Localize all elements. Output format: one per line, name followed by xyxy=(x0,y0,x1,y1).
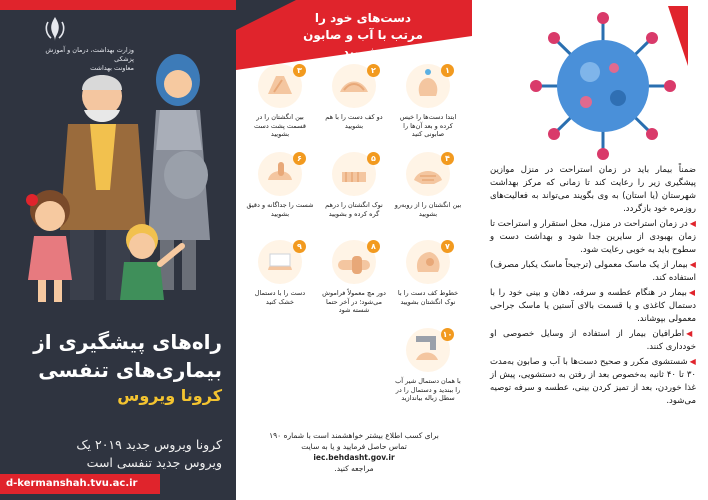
coronavirus-illustration xyxy=(518,6,688,166)
handwash-title: دست‌های خود را مرتب با آب و صابون بشویید xyxy=(303,11,423,59)
top-stripe xyxy=(0,0,236,10)
bullet-icon: ◀ xyxy=(689,357,696,366)
advice-panel xyxy=(472,0,708,500)
contact-info: برای کسب اطلاع بیشتر خواهشمند است با شماره ۱۹۰ تماس حاصل فرمایید و یا به سایت iec.behdasht.gov.ir مراجعه کنید. xyxy=(254,430,454,474)
advice-paragraph: ضمناً بیمار باید در زمان استراحت در منزل موازین پیشگیری زیر را رعایت کند تا زمانی که مرکز بهداشت شهرستان (یا استان) به وی بگویند می‌تواند به فعالیت‌های روزمره خود بازگردد. xyxy=(490,165,696,214)
bullet-icon: ◀ xyxy=(686,329,696,338)
bullet-icon: ◀ xyxy=(689,260,696,269)
advice-paragraph: ◀بیمار در هنگام عطسه و سرفه، دهان و بینی خود را با دستمال کاغذی و یا قسمت بالای آستین یا ماسک جراحی معمولی بپوشاند. xyxy=(490,288,696,324)
handwash-panel xyxy=(236,0,472,500)
health-site-link[interactable]: iec.behdasht.gov.ir xyxy=(313,453,395,462)
cover-subtitle: کرونا ویروس جدید ۲۰۱۹ یک ویروس جدید تنفسی است xyxy=(76,437,222,470)
advice-paragraph: ◀بیمار از یک ماسک معمولی (ترجیحاً ماسک یکبار مصرف) استفاده کند. xyxy=(490,260,696,283)
cover-title xyxy=(12,328,222,408)
step-5: ۵ نوک انگشتان را درهم گره کرده و بشویید xyxy=(320,150,388,218)
cover-panel xyxy=(0,0,236,500)
step-8: ۸ دور مچ معمولاً فراموش می‌شود؛ در آخر حتما شسته شود xyxy=(320,238,388,315)
step-6: ۶ شست را جداگانه و دقیق بشویید xyxy=(246,150,314,218)
step-7: ۷ خطوط کف دست را با نوک انگشتان بشویید xyxy=(394,238,462,306)
step-9: ۹ دست را با دستمال خشک کنید xyxy=(246,238,314,306)
advice-paragraph: ◀شستشوی مکرر و صحیح دست‌ها با آب و صابون به‌مدت ۳۰ تا ۴۰ ثانیه به‌خصوص بعد از رفتن به دستشویی، پیش از غذا خوردن، بعد از تمیز کردن بینی، عطسه و سرفه توصیه می‌شود. xyxy=(490,357,696,406)
step-1: ۱ ابتدا دست‌ها را خیس کرده و بعد آن‌ها را صابونی کنید xyxy=(394,62,462,139)
prevention-advice xyxy=(490,164,696,409)
step-2: ۲ دو کف دست را با هم بشویید xyxy=(320,62,388,130)
step-3: ۳ بین انگشتان را در قسمت پشت دست بشویید xyxy=(246,62,314,139)
ministry-name: وزارت بهداشت، درمان و آموزش پزشکی معاونت بهداشت xyxy=(45,46,134,72)
advice-paragraph: ◀در زمان استراحت در منزل، محل استقرار و استراحت تا زمان بهبودی از سایرین جدا شود و بهداشت دست و سطوح باید به خوبی رعایت شود. xyxy=(490,219,696,255)
site-url: d-kermanshah.tvu.ac.ir xyxy=(0,474,160,494)
title-line-3: کرونا ویروس xyxy=(117,386,222,405)
advice-paragraph: ◀اطرافیان بیمار از استفاده از وسایل خصوصی او خودداری کنند. xyxy=(490,329,696,352)
family-illustration xyxy=(10,40,230,310)
bullet-icon: ◀ xyxy=(688,288,696,297)
step-10: ۱۰ با همان دستمال شیر آب را ببندید و دستمال را در سطل زباله بیاندازید xyxy=(394,326,462,403)
title-line-1: راه‌های پیشگیری از xyxy=(33,330,222,354)
bullet-icon: ◀ xyxy=(689,219,696,228)
step-4: ۴ بین انگشتان را از روبه‌رو بشویید xyxy=(394,150,462,218)
title-line-2: بیماری‌های تنفسی xyxy=(38,358,222,382)
